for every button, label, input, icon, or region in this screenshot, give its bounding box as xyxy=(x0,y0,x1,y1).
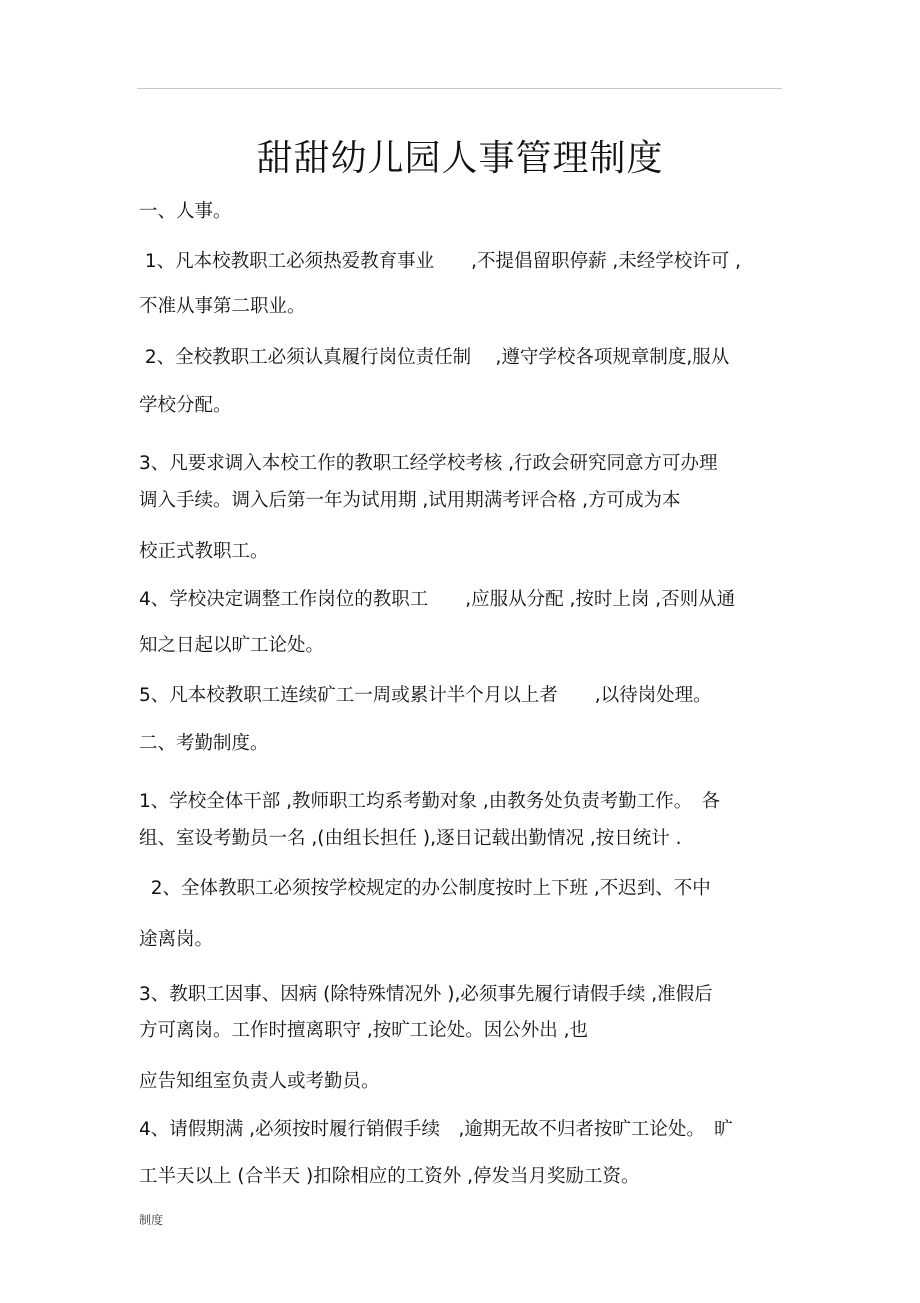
paragraph-line: 5、凡本校教职工连续矿工一周或累计半个月以上者 ,以待岗处理。 xyxy=(139,685,712,706)
document-title: 甜甜幼儿园人事管理制度 xyxy=(256,138,664,179)
page-footer: 制度 xyxy=(139,1213,164,1227)
paragraph-line: 校正式教职工。 xyxy=(139,541,269,562)
paragraph-line: 2、全校教职工必须认真履行岗位责任制 ,遵守学校各项规章制度,服从 xyxy=(139,347,730,368)
paragraph-line: 工半天以上 (合半天 )扣除相应的工资外 ,停发当月奖励工资。 xyxy=(139,1166,640,1187)
paragraph-line: 2、全体教职工必须按学校规定的办公制度按时上下班 ,不迟到、不中 xyxy=(139,878,711,899)
paragraph-line: 知之日起以旷工论处。 xyxy=(139,635,325,656)
paragraph-line: 3、教职工因事、因病 (除特殊情况外 ),必须事先履行请假手续 ,准假后 xyxy=(139,984,713,1005)
paragraph-line: 不准从事第二职业。 xyxy=(139,296,306,317)
paragraph-line: 方可离岗。工作时擅离职守 ,按旷工论处。因公外出 ,也 xyxy=(139,1020,589,1041)
paragraph-line: 1、凡本校教职工必须热爱教育事业 ,不提倡留职停薪 ,未经学校许可 , xyxy=(139,251,742,272)
paragraph-line: 调入手续。调入后第一年为试用期 ,试用期满考评合格 ,方可成为本 xyxy=(139,490,681,511)
paragraph-line: 4、学校决定调整工作岗位的教职工 ,应服从分配 ,按时上岗 ,否则从通 xyxy=(139,589,736,610)
paragraph-line: 应告知组室负责人或考勤员。 xyxy=(139,1071,380,1092)
section-heading-personnel: 一、人事。 xyxy=(139,201,232,222)
paragraph-line: 1、学校全体干部 ,教师职工均系考勤对象 ,由教务处负责考勤工作。 各 xyxy=(139,791,721,812)
paragraph-line: 组、室设考勤员一名 ,(由组长担任 ),逐日记载出勤情况 ,按日统计 . xyxy=(139,828,682,849)
paragraph-line: 途离岗。 xyxy=(139,929,214,950)
paragraph-line: 学校分配。 xyxy=(139,395,232,416)
paragraph-line: 3、凡要求调入本校工作的教职工经学校考核 ,行政会研究同意方可办理 xyxy=(139,453,718,474)
paragraph-line: 4、请假期满 ,必须按时履行销假手续 ,逾期无故不归者按旷工论处。 旷 xyxy=(139,1119,733,1140)
section-heading-attendance: 二、考勤制度。 xyxy=(139,733,269,754)
header-rule xyxy=(137,88,782,89)
